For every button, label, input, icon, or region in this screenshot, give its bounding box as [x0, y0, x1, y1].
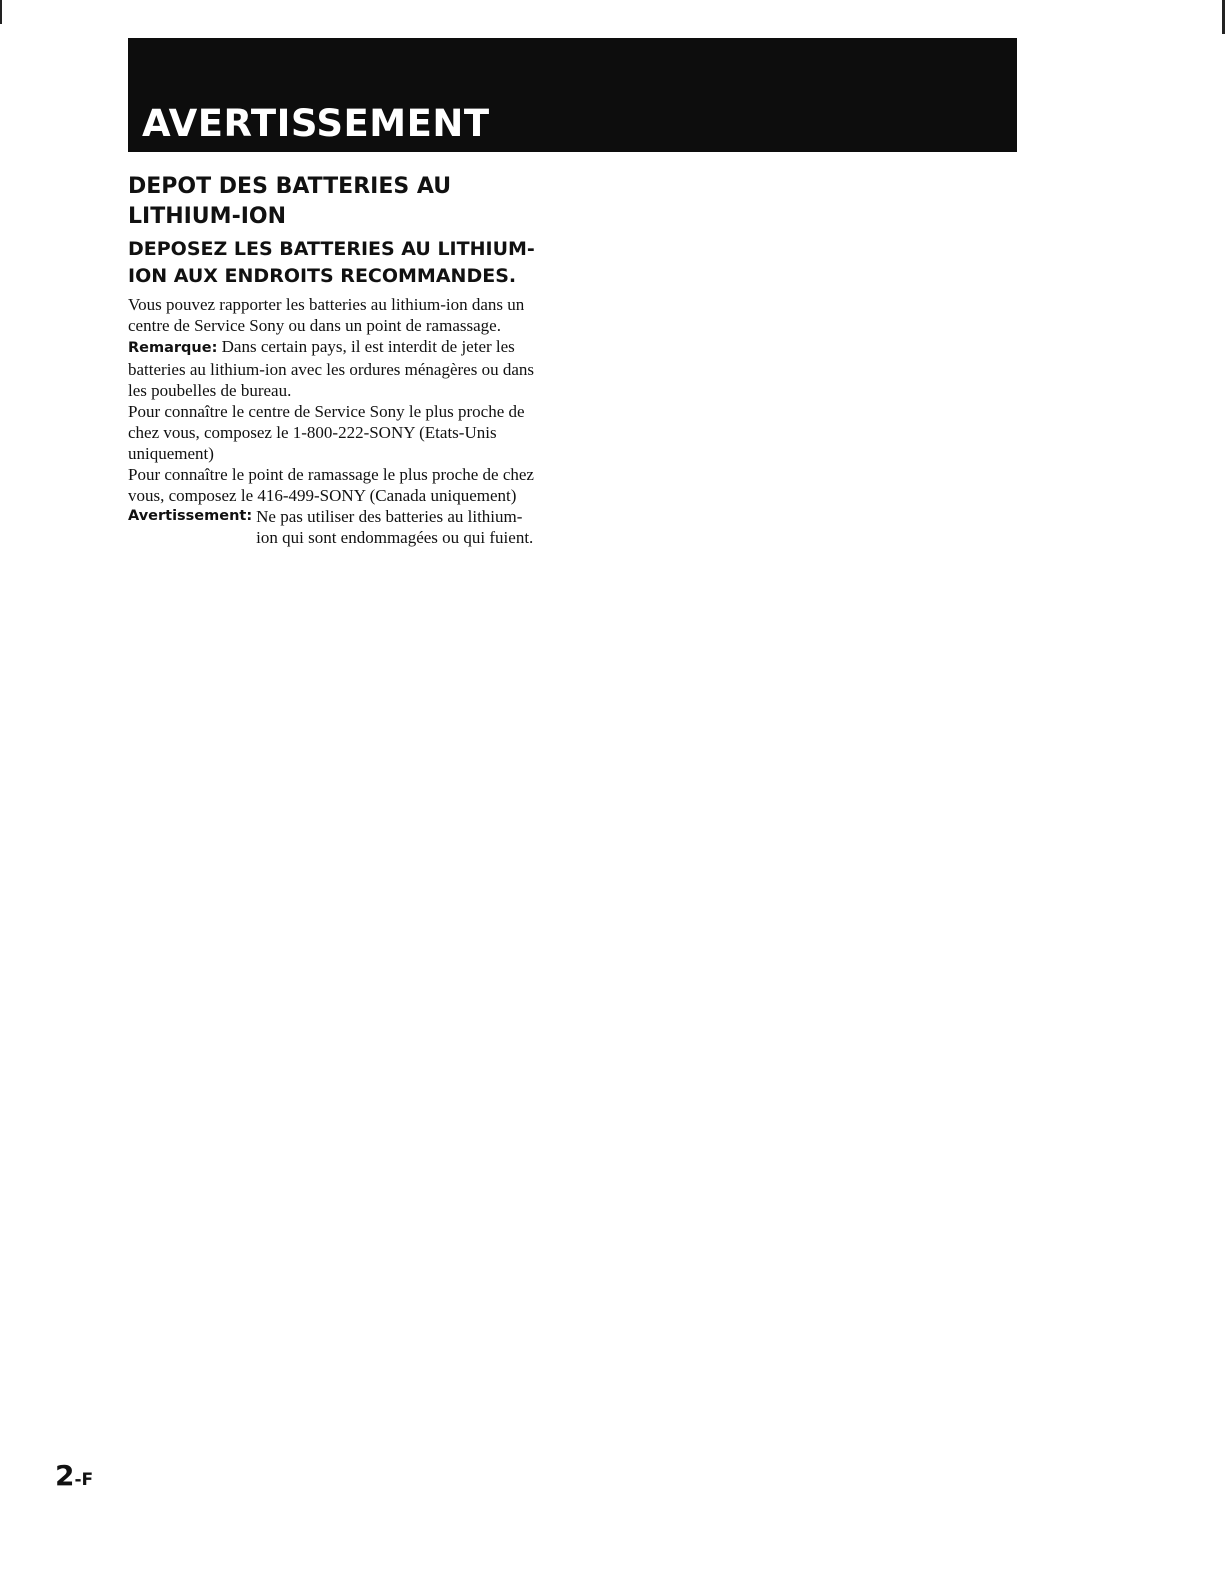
subsection-title: [128, 236, 548, 290]
paragraph-return-batteries: Vous pouvez rapporter les batteries au lithium-ion dans un centre de Service Sony ou dans un point de ramassage.: [128, 295, 525, 335]
scan-edge-left: [0, 0, 2, 24]
subsection-title-line1: DEPOSEZ LES BATTERIES AU LITHIUM-: [128, 238, 535, 260]
warning-text: Ne pas utiliser des batteries au lithium-ion qui sont endommagées ou qui fuient.: [256, 507, 534, 547]
page-title: AVERTISSEMENT: [142, 102, 490, 145]
warning-label: Avertissement:: [128, 508, 253, 524]
remark-text: Dans certain pays, il est interdit de jeter les batteries au lithium-ion avec les ordures ménagères ou dans les poubelles de bureau.: [128, 337, 534, 400]
page-number: [55, 1459, 94, 1492]
header-banner: [128, 38, 1017, 152]
remark-label: Remarque:: [128, 340, 218, 356]
section-title: [128, 172, 548, 232]
warning-block: [128, 506, 548, 548]
page-number-digit: 2: [55, 1459, 75, 1492]
page-number-suffix: -F: [74, 1470, 94, 1490]
paragraph-us-service: Pour connaître le centre de Service Sony le plus proche de chez vous, composez le 1-800-222-SONY (Etats-Unis uniquement): [128, 402, 525, 463]
main-content: [128, 172, 548, 548]
section-title-line1: DEPOT DES BATTERIES AU: [128, 174, 452, 199]
section-title-line2: LITHIUM-ION: [128, 204, 286, 229]
subsection-title-line2: ION AUX ENDROITS RECOMMANDES.: [128, 265, 517, 287]
remark-paragraph: [128, 336, 548, 401]
paragraph-canada-collection: Pour connaître le point de ramassage le plus proche de chez vous, composez le 416-499-SONY (Canada uniquement): [128, 465, 534, 505]
